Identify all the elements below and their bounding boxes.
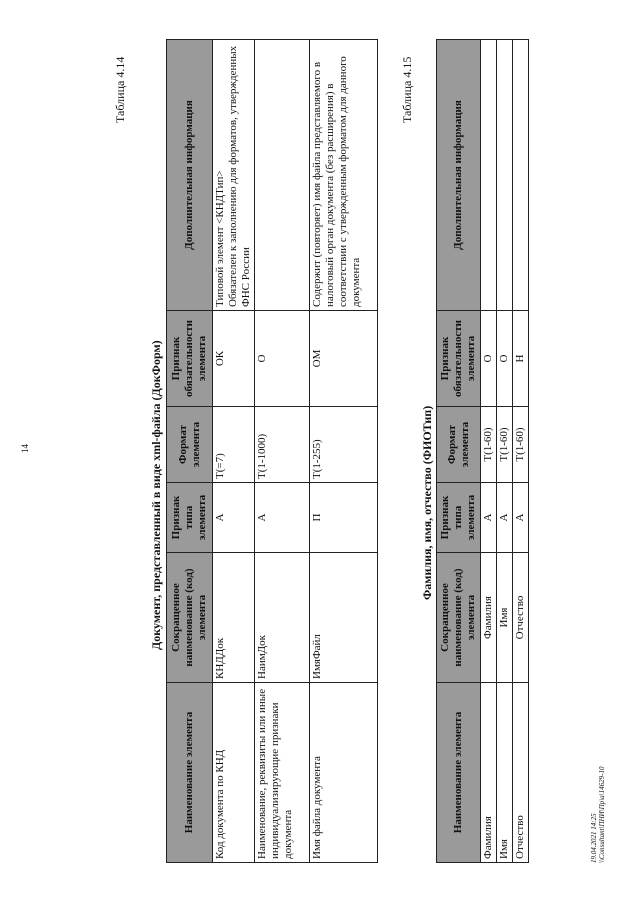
table-cell: Типовой элемент <КНДТип> Обязателен к заполнению для форматов, утвержденных ФНС России — [213, 40, 255, 311]
table-14 — [166, 39, 378, 863]
page-number: 14 — [20, 444, 30, 453]
table-cell: П — [310, 483, 378, 553]
table-cell: А — [513, 483, 529, 553]
table-cell: Н — [513, 311, 529, 407]
table-cell: Фамилия — [481, 553, 497, 683]
table-cell — [255, 40, 310, 311]
table-cell: T(=7) — [213, 407, 255, 483]
table-cell: Отчество — [513, 553, 529, 683]
table-cell — [513, 40, 529, 311]
table-cell: А — [255, 483, 310, 553]
table-cell: НаимДок — [255, 553, 310, 683]
table-cell: T(1-1000) — [255, 407, 310, 483]
table-14-header-type: Признак типа элемента — [167, 483, 213, 553]
table-row — [213, 40, 255, 863]
table-cell: Имя файла документа — [310, 683, 378, 863]
footer-path: \\Consultant\ПНИ\Пр\а\14629-10 — [598, 766, 606, 863]
table-14-label: Таблица 4.14 — [113, 56, 127, 123]
table-cell: Наименование, реквизиты или иные индивидуализирующие признаки документа — [255, 683, 310, 863]
table-15-header-required: Признак обязательности элемента — [437, 311, 481, 407]
table-cell: О — [255, 311, 310, 407]
table-row — [497, 40, 513, 863]
table-cell: Содержит (повторяет) имя файла представляемого в налоговый орган документа (без расширения) в соответствии с утвержденным форматом для данного документа — [310, 40, 378, 311]
table-row — [310, 40, 378, 863]
table-15-header-format: Формат элемента — [437, 407, 481, 483]
table-15-header-type: Признак типа элемента — [437, 483, 481, 553]
table-cell: Отчество — [513, 683, 529, 863]
table-14-header-code: Сокращенное наименование (код) элемента — [167, 553, 213, 683]
table-cell: Код документа по КНД — [213, 683, 255, 863]
footer-date: 19.04.2021 14:25 — [590, 813, 598, 863]
table-15-header-code: Сокращенное наименование (код) элемента — [437, 553, 481, 683]
table-row — [481, 40, 497, 863]
table-14-header-info: Дополнительная информация — [167, 40, 213, 311]
table-cell: А — [213, 483, 255, 553]
table-cell: ОМ — [310, 311, 378, 407]
table-cell: О — [481, 311, 497, 407]
table-cell: О — [497, 311, 513, 407]
table-cell: КНДДок — [213, 553, 255, 683]
table-15-header-name: Наименование элемента — [437, 683, 481, 863]
table-cell: T(1-60) — [497, 407, 513, 483]
table-cell: T(1-60) — [481, 407, 497, 483]
table-cell: T(1-255) — [310, 407, 378, 483]
table-15-title: Фамилия, имя, отчество (ФИОТип) — [420, 405, 434, 600]
table-14-title: Документ, представленный в виде xml-файла (ДокФорм) — [149, 340, 163, 650]
table-15-label: Таблица 4.15 — [400, 56, 414, 123]
table-14-header-required: Признак обязательности элемента — [167, 311, 213, 407]
table-14-header-format: Формат элемента — [167, 407, 213, 483]
table-cell: Имя — [497, 683, 513, 863]
table-row — [255, 40, 310, 863]
table-cell: ИмяФайл — [310, 553, 378, 683]
table-15-header-info: Дополнительная информация — [437, 40, 481, 311]
table-cell: А — [497, 483, 513, 553]
table-cell: Имя — [497, 553, 513, 683]
table-cell: Фамилия — [481, 683, 497, 863]
table-15 — [436, 39, 529, 863]
table-14-header-name: Наименование элемента — [167, 683, 213, 863]
footer — [590, 767, 606, 863]
table-cell — [497, 40, 513, 311]
table-cell — [481, 40, 497, 311]
table-cell: А — [481, 483, 497, 553]
table-row — [513, 40, 529, 863]
table-cell: ОК — [213, 311, 255, 407]
table-cell: T(1-60) — [513, 407, 529, 483]
